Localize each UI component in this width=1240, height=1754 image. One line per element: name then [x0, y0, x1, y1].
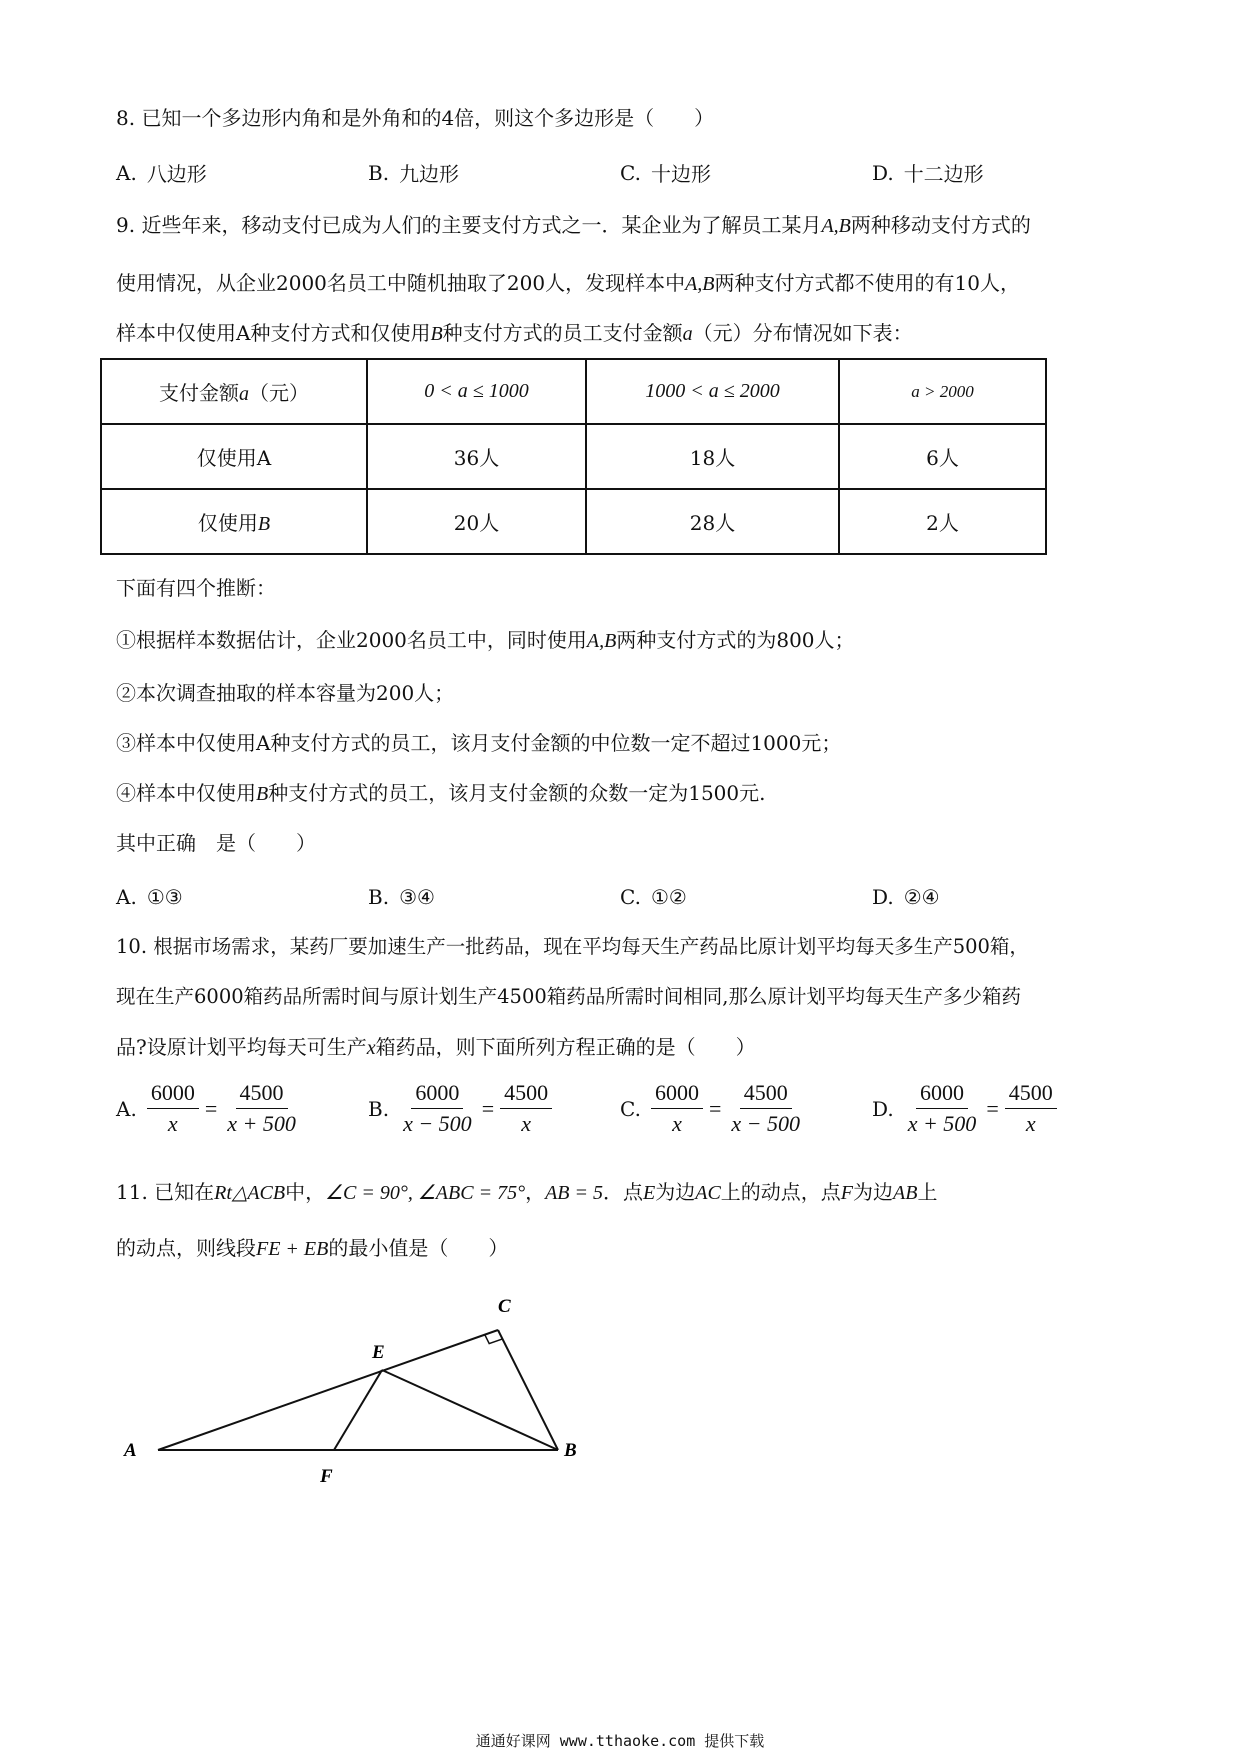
label-a: A: [124, 1440, 137, 1461]
page-footer: 通通好课网 www.tthaoke.com 提供下载: [475, 1732, 765, 1750]
table-row: [101, 424, 1046, 489]
q11-line-1: 11. 已知在Rt△ACB中，∠C = 90°, ∠ABC = 75°，AB = 5．点E为边AC上的动点，点F为边AB上: [116, 1180, 938, 1204]
q8-option-b: B. 九边形: [368, 160, 460, 186]
q9-ask: 其中正确 是（ ）: [116, 831, 316, 855]
q9-option-a: A. ①③: [116, 885, 183, 909]
table-header-row: [101, 359, 1046, 424]
table-row-label: 仅使用B: [101, 489, 367, 554]
q9-line-3: 样本中仅使用A种支付方式和仅使用B种支付方式的员工支付金额a（元）分布情况如下表：: [116, 321, 913, 345]
q10-line-3: 品?设原计划平均每天可生产x箱药品，则下面所列方程正确的是（ ）: [116, 1035, 756, 1059]
q9-line-1: 9. 近些年来，移动支付已成为人们的主要支付方式之一．某企业为了解员工某月A,B两种移动支付方式的: [116, 213, 1031, 237]
q10-line-1: 10. 根据市场需求，某药厂要加速生产一批药品，现在平均每天生产药品比原计划平均每天多生产500箱，: [116, 935, 1029, 958]
q9-option-b: B. ③④: [368, 885, 435, 909]
q9-statement-3: ③样本中仅使用A种支付方式的员工，该月支付金额的中位数一定不超过1000元；: [116, 731, 842, 755]
table-cell: 36人: [367, 424, 586, 489]
q10-option-b: B. $\frac{6000}{x - 500}$ = $\frac{4500}{x}$: [368, 1080, 620, 1137]
q9-statement-1: ①根据样本数据估计，企业2000名员工中，同时使用A,B两种支付方式的为800人；: [116, 628, 855, 652]
label-e: E: [372, 1342, 385, 1363]
q10-option-d: D. $\frac{6000}{x + 500}$ = $\frac{4500}{x}$: [872, 1080, 1124, 1137]
q8-option-d: D. 十二边形: [872, 160, 984, 186]
table-header-label: 支付金额a（元）: [101, 359, 367, 424]
segment-ac: [158, 1330, 498, 1450]
table-header-range-2: 1000 < a ≤ 2000: [586, 359, 839, 424]
table-row-label: 仅使用A: [101, 424, 367, 489]
q8-options: [116, 158, 1126, 187]
equation: $\frac{6000}{x - 500}$ = $\frac{4500}{x}$: [399, 1080, 552, 1137]
equation: $\frac{6000}{x + 500}$ = $\frac{4500}{x}$: [904, 1080, 1057, 1137]
equation: $\frac{6000}{x}$ = $\frac{4500}{x + 500}$: [147, 1080, 300, 1137]
q9-statement-2: ②本次调查抽取的样本容量为200人；: [116, 681, 455, 705]
table-row: [101, 489, 1046, 554]
right-angle-mark: [485, 1335, 503, 1344]
q10-line-2: 现在生产6000箱药品所需时间与原计划生产4500箱药品所需时间相同,那么原计划平均每天生产多少箱药: [116, 985, 1021, 1008]
table-cell: 6人: [839, 424, 1046, 489]
q9-option-d: D. ②④: [872, 885, 940, 909]
equation: $\frac{6000}{x}$ = $\frac{4500}{x - 500}$: [651, 1080, 804, 1137]
label-f: F: [320, 1466, 333, 1487]
q8-stem: 8. 已知一个多边形内角和是外角和的4倍，则这个多边形是（ ）: [116, 106, 715, 130]
table-cell: 20人: [367, 489, 586, 554]
table-cell: 2人: [839, 489, 1046, 554]
q9-line-2: 使用情况，从企业2000名员工中随机抽取了200人，发现样本中A,B两种支付方式都不使用的有10人，: [116, 271, 1020, 295]
segment-cb: [498, 1330, 558, 1450]
q11-line-2: 的动点，则线段FE + EB的最小值是（ ）: [116, 1236, 509, 1260]
table-cell: 28人: [586, 489, 839, 554]
table-header-range-1: 0 < a ≤ 1000: [367, 359, 586, 424]
payment-distribution-table: [100, 358, 1047, 555]
q10-options: [116, 1080, 1126, 1137]
q9-statement-4: ④样本中仅使用B种支付方式的员工，该月支付金额的众数一定为1500元.: [116, 781, 766, 805]
q9-option-c: C. ①②: [620, 885, 687, 909]
q9-intro: 下面有四个推断：: [116, 576, 276, 600]
segment-eb: [382, 1370, 558, 1450]
q8-option-c: C. 十边形: [620, 160, 711, 186]
q10-option-a: A. $\frac{6000}{x}$ = $\frac{4500}{x + 500}$: [116, 1080, 368, 1137]
q10-option-c: C. $\frac{6000}{x}$ = $\frac{4500}{x - 500}$: [620, 1080, 872, 1137]
label-c: C: [498, 1296, 511, 1317]
q8-option-a: A. 八边形: [116, 160, 207, 186]
triangle-figure: [110, 1270, 610, 1490]
label-b: B: [564, 1440, 577, 1461]
table-header-range-3: a > 2000: [839, 359, 1046, 424]
q9-options: [116, 885, 1126, 909]
table-cell: 18人: [586, 424, 839, 489]
segment-ef: [334, 1370, 382, 1450]
